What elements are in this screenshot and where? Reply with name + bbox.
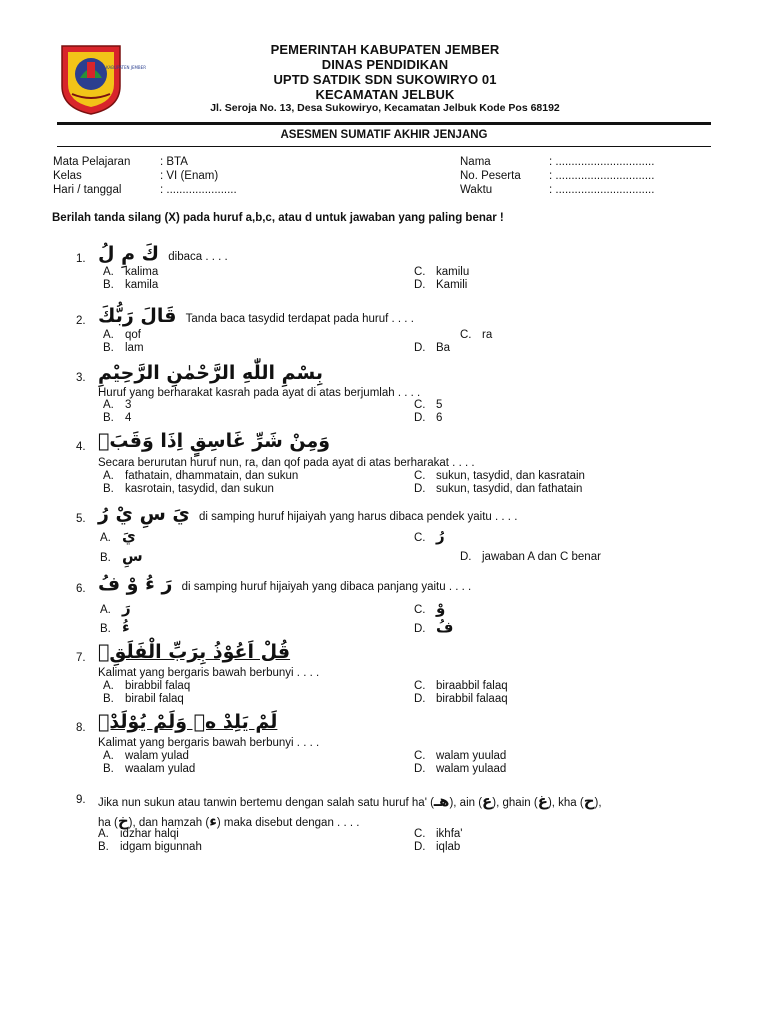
question-8-text: Kalimat yang bergaris bawah berbunyi . . . . (98, 737, 320, 749)
identity-label-date: Hari / tanggal (53, 184, 122, 196)
identity-value-time[interactable]: : ............................... (549, 184, 655, 196)
question-5-option-d[interactable]: D. jawaban A dan C benar (460, 551, 601, 563)
question-4-option-d[interactable]: D. sukun, tasydid, dan fathatain (414, 483, 583, 495)
identity-label-participant-number: No. Peserta (460, 170, 521, 182)
ghain-letter: غ (537, 792, 548, 810)
question-3-text: Huruf yang berharakat kasrah pada ayat di atas berjumlah . . . . (98, 387, 421, 399)
question-8-option-a[interactable]: A. walam yulad (103, 750, 189, 762)
question-3-option-c[interactable]: C. 5 (414, 399, 443, 411)
header-address: Jl. Seroja No. 13, Desa Sukowiryo, Kecamatan Jelbuk Kode Pos 68192 (210, 102, 560, 114)
identity-value-name[interactable]: : ............................... (549, 156, 655, 168)
question-1-option-b[interactable]: B. kamila (103, 279, 159, 291)
question-7-option-a[interactable]: A. birabbil falaq (103, 680, 191, 692)
identity-value-class: : VI (Enam) (160, 170, 219, 182)
question-2-text: Tanda baca tasydid terdapat pada huruf . . . . (185, 313, 414, 325)
question-1-option-a[interactable]: A. kalima (103, 266, 159, 278)
hamzah-letter: ء (209, 812, 217, 830)
question-3-option-d[interactable]: D. 6 (414, 412, 443, 424)
question-6-text: di samping huruf hijaiyah yang dibaca panjang yaitu . . . . (181, 581, 472, 593)
header-line-2: DINAS PENDIDIKAN (321, 57, 449, 72)
identity-value-subject: : BTA (160, 156, 188, 168)
question-1-stem (98, 243, 228, 265)
question-6-option-b[interactable]: B. ءُ (100, 618, 130, 636)
question-2-arabic: قَالَ رَبُّكَ (98, 305, 177, 327)
question-7-arabic: قُلْ اَعُوْذُ بِرَبِّ الْفَلَقِۙ (98, 641, 291, 663)
question-2-option-b[interactable]: B. lam (103, 342, 144, 354)
question-1-arabic: كَ مِ لُ (98, 243, 160, 265)
question-6-stem (98, 573, 471, 595)
header-line-4: KECAMATAN JELBUK (315, 87, 455, 102)
identity-label-class: Kelas (53, 170, 82, 182)
question-8-arabic-line (98, 711, 277, 733)
question-1-option-d[interactable]: D. Kamili (414, 279, 468, 291)
question-7-arabic-line (98, 641, 290, 663)
question-7-number: 7. (76, 652, 86, 664)
identity-label-subject: Mata Pelajaran (53, 156, 131, 168)
question-4-arabic-line (98, 430, 330, 452)
logo-text: KABUPATEN JEMBER (106, 65, 146, 70)
question-3-option-a[interactable]: A. 3 (103, 399, 132, 411)
question-4-option-a[interactable]: A. fathatain, dhammatain, dan sukun (103, 470, 299, 482)
question-4-text: Secara berurutan huruf nun, ra, dan qof pada ayat di atas berharakat . . . . (98, 457, 475, 469)
exam-title: ASESMEN SUMATIF AKHIR JENJANG (280, 129, 488, 141)
question-5-arabic: يَ سِ يْ رُ (98, 503, 190, 525)
question-1-text: dibaca . . . . (168, 251, 228, 263)
question-6-option-c[interactable]: C. وْ (414, 599, 446, 617)
question-1-option-c[interactable]: C. kamilu (414, 266, 470, 278)
question-9-number: 9. (76, 794, 86, 806)
question-3-arabic: بِسْمِ اللّٰهِ الرَّحْمٰنِ الرَّحِيْمِ (98, 362, 323, 384)
question-9-option-d[interactable]: D. iqlab (414, 841, 461, 853)
question-3-option-b[interactable]: B. 4 (103, 412, 132, 424)
question-8-arabic: لَمْ يَلِدْ ەۙ وَلَمْ يُوْلَدْۙ (98, 711, 278, 733)
title-divider (57, 146, 711, 147)
question-3-arabic-line (98, 362, 323, 384)
question-5-stem (98, 503, 517, 525)
question-5-option-c[interactable]: C. رُ (414, 527, 445, 545)
question-6-arabic: رَ ءُ وْ فُ (98, 573, 173, 595)
question-2-option-c[interactable]: C. ra (460, 329, 493, 341)
question-9-option-b[interactable]: B. idgam bigunnah (98, 841, 202, 853)
question-8-number: 8. (76, 722, 86, 734)
header-divider (57, 122, 711, 125)
instruction: Berilah tanda silang (X) pada huruf a,b,c, atau d untuk jawaban yang paling benar ! (52, 212, 504, 224)
question-6-option-d[interactable]: D. فُ (414, 618, 454, 636)
question-7-option-d[interactable]: D. birabbil falaaq (414, 693, 508, 705)
identity-label-time: Waktu (460, 184, 493, 196)
kha-letter: ح (583, 792, 595, 810)
question-2-number: 2. (76, 315, 86, 327)
question-6-number: 6. (76, 583, 86, 595)
ain-letter: ع (482, 792, 493, 810)
question-9-text-line-2: ha (خ), dan hamzah (ء) maka disebut dengan . . . . (98, 812, 360, 830)
question-7-option-c[interactable]: C. biraabbil falaq (414, 680, 508, 692)
question-7-option-b[interactable]: B. birabil falaq (103, 693, 184, 705)
question-4-option-c[interactable]: C. sukun, tasydid, dan kasratain (414, 470, 585, 482)
question-2-option-a[interactable]: A. qof (103, 329, 141, 341)
question-6-option-a[interactable]: A. رَ (100, 599, 131, 617)
ha-letter: هـ (433, 792, 450, 810)
question-4-arabic: وَمِنْ شَرِّ غَاسِقٍ اِذَا وَقَبَۙ (98, 430, 331, 452)
question-1-number: 1. (76, 253, 86, 265)
header-line-3: UPTD SATDIK SDN SUKOWIRYO 01 (273, 72, 497, 87)
question-8-option-c[interactable]: C. walam yuulad (414, 750, 507, 762)
jember-regency-logo (58, 42, 146, 116)
identity-label-name: Nama (460, 156, 491, 168)
question-8-option-d[interactable]: D. walam yulaad (414, 763, 507, 775)
question-5-option-b[interactable]: B. سِ (100, 547, 143, 565)
hha-letter: خ (117, 812, 129, 830)
question-5-text: di samping huruf hijaiyah yang harus dibaca pendek yaitu . . . . (199, 511, 518, 523)
question-9-text-line-1: Jika nun sukun atau tanwin bertemu dengan salah satu huruf ha' (هـ), ain (ع), ghain (غ), kha (ح), (98, 792, 602, 810)
identity-value-date[interactable]: : ...................... (160, 184, 237, 196)
question-4-number: 4. (76, 441, 86, 453)
question-8-option-b[interactable]: B. waalam yulad (103, 763, 196, 775)
question-9-option-c[interactable]: C. ikhfa' (414, 828, 463, 840)
question-5-number: 5. (76, 513, 86, 525)
identity-value-participant-number[interactable]: : ............................... (549, 170, 655, 182)
header-line-1: PEMERINTAH KABUPATEN JEMBER (270, 42, 500, 57)
question-2-stem (98, 305, 414, 327)
question-4-option-b[interactable]: B. kasrotain, tasydid, dan sukun (103, 483, 274, 495)
question-7-text: Kalimat yang bergaris bawah berbunyi . . . . (98, 667, 320, 679)
question-2-option-d[interactable]: D. Ba (414, 342, 451, 354)
question-5-option-a[interactable]: A. يَ (100, 527, 136, 545)
question-3-number: 3. (76, 372, 86, 384)
question-9-option-a[interactable]: A. idzhar halqi (98, 828, 179, 840)
